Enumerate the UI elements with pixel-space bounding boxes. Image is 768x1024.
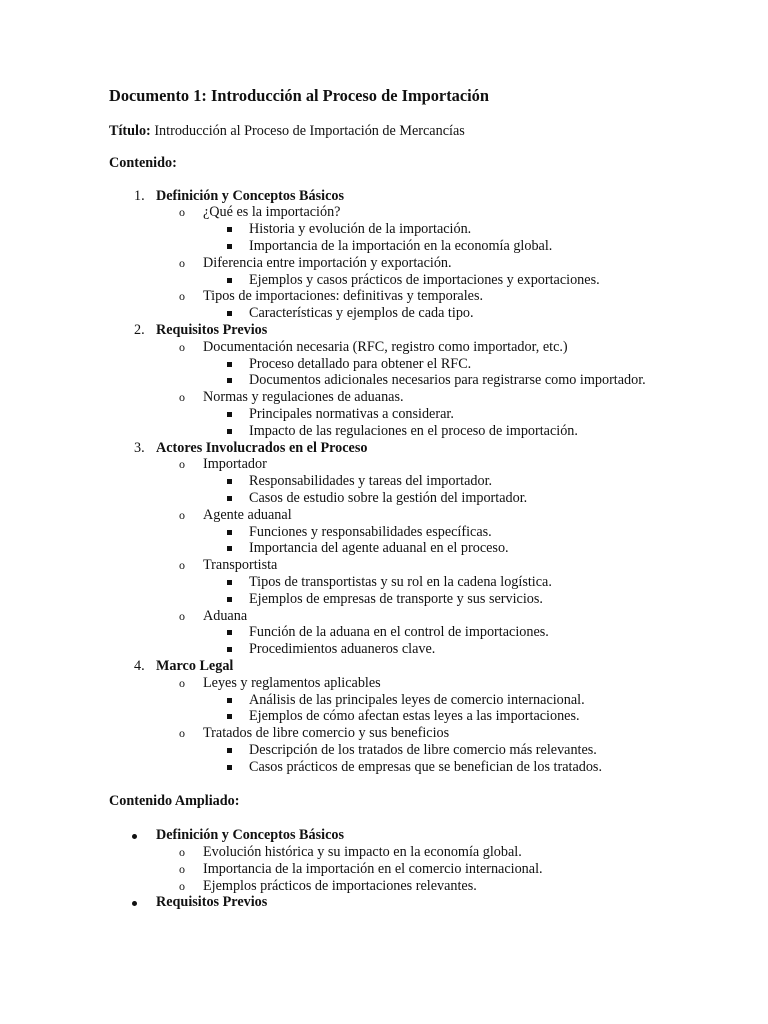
- subsection-list: [156, 339, 729, 440]
- circle-bullet-icon: o: [179, 558, 185, 573]
- detail-text: Responsabilidades y tareas del importador.: [249, 473, 493, 490]
- detail-text: Importancia de la importación en la economía global.: [249, 237, 553, 254]
- detail-item: [203, 692, 729, 709]
- detail-text: Casos prácticos de empresas que se benefician de los tratados.: [249, 758, 602, 775]
- circle-bullet-icon: o: [179, 845, 185, 860]
- detail-list: [203, 624, 729, 658]
- contenido-list: [109, 188, 729, 776]
- square-bullet-icon: [227, 429, 232, 434]
- document-page: [109, 86, 729, 911]
- detail-text: Proceso detallado para obtener el RFC.: [249, 355, 472, 372]
- ampliado-item: [109, 827, 729, 894]
- subsection-item: [156, 557, 729, 607]
- circle-bullet-icon: o: [179, 457, 185, 472]
- subsection-item: [156, 725, 729, 775]
- detail-list: [203, 272, 729, 289]
- detail-item: [203, 423, 729, 440]
- square-bullet-icon: [227, 362, 232, 367]
- bullet-dot-icon: [132, 901, 137, 906]
- subsection-text: Normas y regulaciones de aduanas.: [203, 389, 404, 406]
- detail-list: [203, 406, 729, 440]
- circle-bullet-icon: o: [179, 390, 185, 405]
- subsection-text: Agente aduanal: [203, 506, 292, 523]
- ampliado-list: [109, 827, 729, 911]
- ampliado-sublist: [156, 844, 729, 894]
- detail-item: [203, 356, 729, 373]
- detail-item: [203, 238, 729, 255]
- detail-item: [203, 221, 729, 238]
- subsection-text: Leyes y reglamentos aplicables: [203, 674, 381, 691]
- document-heading: Documento 1: Introducción al Proceso de Importación: [109, 86, 489, 105]
- square-bullet-icon: [227, 630, 232, 635]
- section-title: Marco Legal: [156, 657, 234, 674]
- circle-bullet-icon: o: [179, 861, 185, 876]
- ampliado-subitem: [156, 861, 729, 878]
- circle-bullet-icon: o: [179, 205, 185, 220]
- detail-item: [203, 759, 729, 776]
- detail-text: Descripción de los tratados de libre comercio más relevantes.: [249, 741, 597, 758]
- detail-list: [203, 473, 729, 507]
- square-bullet-icon: [227, 698, 232, 703]
- bullet-dot-icon: [132, 834, 137, 839]
- circle-bullet-icon: o: [179, 878, 185, 893]
- detail-item: [203, 742, 729, 759]
- detail-item: [203, 524, 729, 541]
- section-title: Requisitos Previos: [156, 321, 268, 338]
- square-bullet-icon: [227, 530, 232, 535]
- detail-text: Importancia del agente aduanal en el proceso.: [249, 540, 509, 557]
- section-number: 3.: [134, 439, 145, 456]
- square-bullet-icon: [227, 597, 232, 602]
- detail-list: [203, 524, 729, 558]
- square-bullet-icon: [227, 714, 232, 719]
- section-item: [109, 188, 729, 322]
- contenido-heading: Contenido:: [109, 154, 177, 171]
- circle-bullet-icon: o: [179, 289, 185, 304]
- circle-bullet-icon: o: [179, 675, 185, 690]
- subsection-item: [156, 507, 729, 557]
- subsection-list: [156, 204, 729, 322]
- section-number: 4.: [134, 657, 145, 674]
- square-bullet-icon: [227, 244, 232, 249]
- ampliado-subitem-text: Ejemplos prácticos de importaciones relevantes.: [203, 877, 477, 894]
- square-bullet-icon: [227, 496, 232, 501]
- detail-text: Historia y evolución de la importación.: [249, 221, 472, 238]
- square-bullet-icon: [227, 378, 232, 383]
- square-bullet-icon: [227, 412, 232, 417]
- detail-text: Tipos de transportistas y su rol en la cadena logística.: [249, 573, 552, 590]
- subsection-list: [156, 456, 729, 658]
- detail-item: [203, 708, 729, 725]
- detail-text: Principales normativas a considerar.: [249, 405, 454, 422]
- subsection-item: [156, 288, 729, 322]
- section-item: [109, 440, 729, 658]
- square-bullet-icon: [227, 278, 232, 283]
- subsection-item: [156, 255, 729, 289]
- square-bullet-icon: [227, 479, 232, 484]
- subsection-text: ¿Qué es la importación?: [203, 204, 341, 221]
- detail-item: [203, 624, 729, 641]
- section-number: 1.: [134, 187, 145, 204]
- detail-text: Documentos adicionales necesarios para registrarse como importador.: [249, 372, 646, 389]
- detail-item: [203, 406, 729, 423]
- ampliado-subitem: [156, 844, 729, 861]
- detail-list: [203, 221, 729, 255]
- square-bullet-icon: [227, 227, 232, 232]
- circle-bullet-icon: o: [179, 255, 185, 270]
- subsection-item: [156, 339, 729, 389]
- detail-item: [203, 574, 729, 591]
- detail-text: Características y ejemplos de cada tipo.: [249, 305, 474, 322]
- detail-text: Ejemplos y casos prácticos de importaciones y exportaciones.: [249, 271, 600, 288]
- detail-list: [203, 574, 729, 608]
- detail-text: Ejemplos de cómo afectan estas leyes a las importaciones.: [249, 708, 580, 725]
- detail-item: [203, 490, 729, 507]
- detail-text: Ejemplos de empresas de transporte y sus servicios.: [249, 590, 543, 607]
- square-bullet-icon: [227, 748, 232, 753]
- detail-text: Casos de estudio sobre la gestión del importador.: [249, 489, 528, 506]
- ampliado-subitem: [156, 878, 729, 895]
- section-title: Definición y Conceptos Básicos: [156, 187, 344, 204]
- subsection-text: Documentación necesaria (RFC, registro como importador, etc.): [203, 338, 568, 355]
- section-title: Actores Involucrados en el Proceso: [156, 439, 368, 456]
- detail-list: [203, 356, 729, 390]
- detail-item: [203, 540, 729, 557]
- subsection-text: Aduana: [203, 607, 248, 624]
- detail-text: Función de la aduana en el control de importaciones.: [249, 624, 549, 641]
- title-line: [109, 123, 729, 140]
- title-label: Título:: [109, 123, 151, 139]
- subsection-text: Tipos de importaciones: definitivas y temporales.: [203, 288, 484, 305]
- section-number: 2.: [134, 321, 145, 338]
- detail-item: [203, 473, 729, 490]
- detail-item: [203, 305, 729, 322]
- subsection-list: [156, 675, 729, 776]
- detail-item: [203, 591, 729, 608]
- circle-bullet-icon: o: [179, 507, 185, 522]
- square-bullet-icon: [227, 311, 232, 316]
- detail-list: [203, 692, 729, 726]
- title-value: Introducción al Proceso de Importación de Mercancías: [154, 123, 465, 139]
- subsection-text: Importador: [203, 456, 267, 473]
- detail-text: Procedimientos aduaneros clave.: [249, 641, 436, 658]
- subsection-item: [156, 608, 729, 658]
- detail-text: Funciones y responsabilidades específicas.: [249, 523, 492, 540]
- ampliado-heading: Contenido Ampliado:: [109, 793, 240, 810]
- subsection-text: Diferencia entre importación y exportación.: [203, 254, 452, 271]
- detail-list: [203, 305, 729, 322]
- ampliado-title: Definición y Conceptos Básicos: [156, 827, 344, 844]
- detail-list: [203, 742, 729, 776]
- section-item: [109, 658, 729, 776]
- subsection-text: Transportista: [203, 557, 278, 574]
- detail-text: Análisis de las principales leyes de comercio internacional.: [249, 691, 585, 708]
- circle-bullet-icon: o: [179, 339, 185, 354]
- circle-bullet-icon: o: [179, 726, 185, 741]
- square-bullet-icon: [227, 580, 232, 585]
- subsection-item: [156, 456, 729, 506]
- square-bullet-icon: [227, 765, 232, 770]
- section-item: [109, 322, 729, 440]
- subsection-item: [156, 389, 729, 439]
- detail-item: [203, 272, 729, 289]
- ampliado-subitem-text: Importancia de la importación en el comercio internacional.: [203, 860, 543, 877]
- square-bullet-icon: [227, 647, 232, 652]
- circle-bullet-icon: o: [179, 608, 185, 623]
- ampliado-subitem-text: Evolución histórica y su impacto en la economía global.: [203, 844, 522, 861]
- detail-item: [203, 372, 729, 389]
- ampliado-title: Requisitos Previos: [156, 894, 268, 911]
- ampliado-item: [109, 894, 729, 911]
- detail-text: Impacto de las regulaciones en el proceso de importación.: [249, 422, 578, 439]
- subsection-item: [156, 204, 729, 254]
- square-bullet-icon: [227, 546, 232, 551]
- detail-item: [203, 641, 729, 658]
- subsection-item: [156, 675, 729, 725]
- subsection-text: Tratados de libre comercio y sus beneficios: [203, 725, 450, 742]
